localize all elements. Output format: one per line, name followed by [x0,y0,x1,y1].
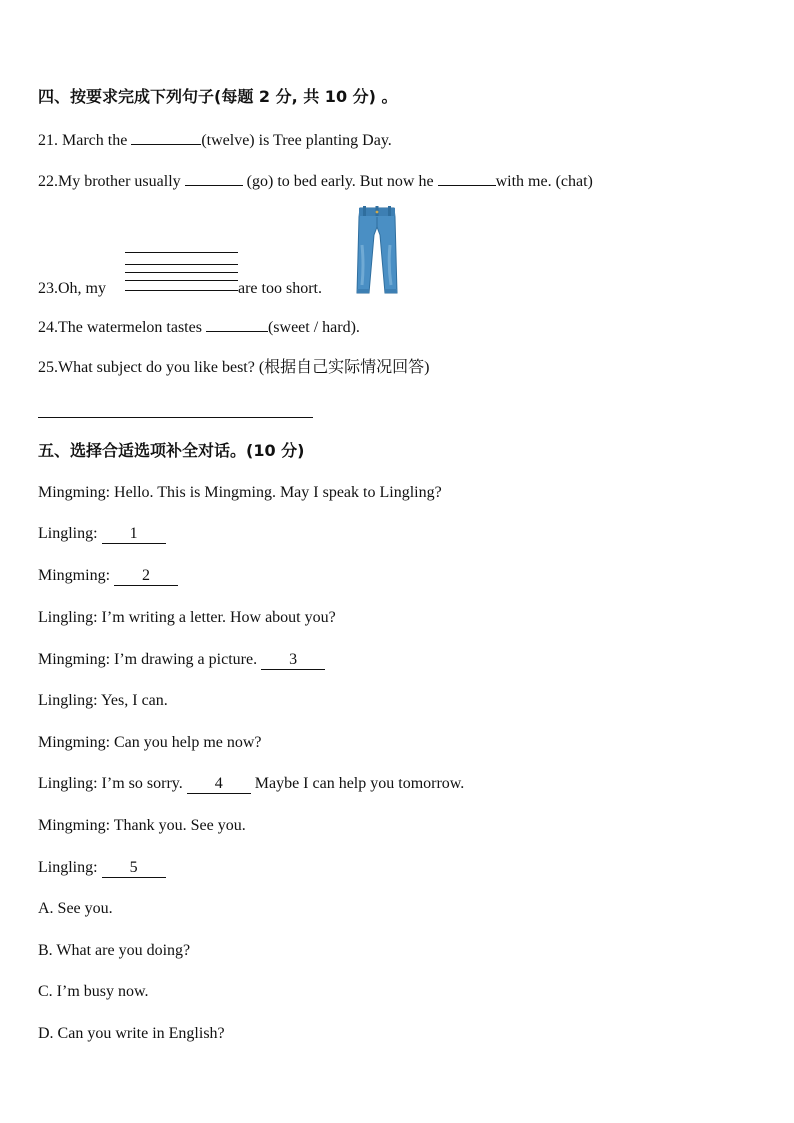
q21-number: 21 [38,132,54,149]
blank-4[interactable]: 4 [187,775,251,794]
option-b: B. What are you doing? [38,942,191,959]
question-25: 25.What subject do you like best? (根据自己实际情况回答) [38,359,430,376]
dialogue-line-10: Lingling: 5 [38,858,166,878]
dialogue-line-1: Mingming: Hello. This is Mingming. May I speak to Lingling? [38,484,442,501]
section-4-title: 四、按要求完成下列句子(每题 2 分, 共 10 分) 。 [38,87,398,106]
dialogue-line-4: Lingling: I’m writing a letter. How about you? [38,609,336,626]
question-24: 24.The watermelon tastes (sweet / hard). [38,319,360,336]
option-c: C. I’m busy now. [38,983,149,1000]
dialogue-line-8: Lingling: I’m so sorry. 4 Maybe I can help you tomorrow. [38,775,465,792]
question-22: 22.My brother usually (go) to bed early. But now he with me. (chat) [38,173,593,190]
jeans-icon [356,205,398,295]
blank-2[interactable]: 2 [114,567,178,586]
answer-blank[interactable] [131,130,201,145]
blank-1[interactable]: 1 [102,525,166,544]
q25-answer-line[interactable] [38,417,313,418]
answer-blank[interactable] [185,171,243,186]
blank-3[interactable]: 3 [261,651,325,670]
section-5-title: 五、选择合适选项补全对话。(10 分) [38,441,305,460]
option-d: D. Can you write in English? [38,1025,225,1042]
question-23: 23.Oh, my are too short. [38,280,322,297]
dialogue-line-5: Mingming: I’m drawing a picture. 3 [38,650,325,670]
dialogue-line-7: Mingming: Can you help me now? [38,734,262,751]
dialogue-line-2: Lingling: 1 [38,524,166,544]
question-21: 21. March the (twelve) is Tree planting Day. [38,132,392,149]
dialogue-line-6: Lingling: Yes, I can. [38,692,168,709]
answer-blank[interactable] [206,317,268,332]
dialogue-line-3: Mingming: 2 [38,566,178,586]
dialogue-line-9: Mingming: Thank you. See you. [38,817,246,834]
option-a: A. See you. [38,900,113,917]
blank-5[interactable]: 5 [102,859,166,878]
answer-blank[interactable] [438,171,496,186]
